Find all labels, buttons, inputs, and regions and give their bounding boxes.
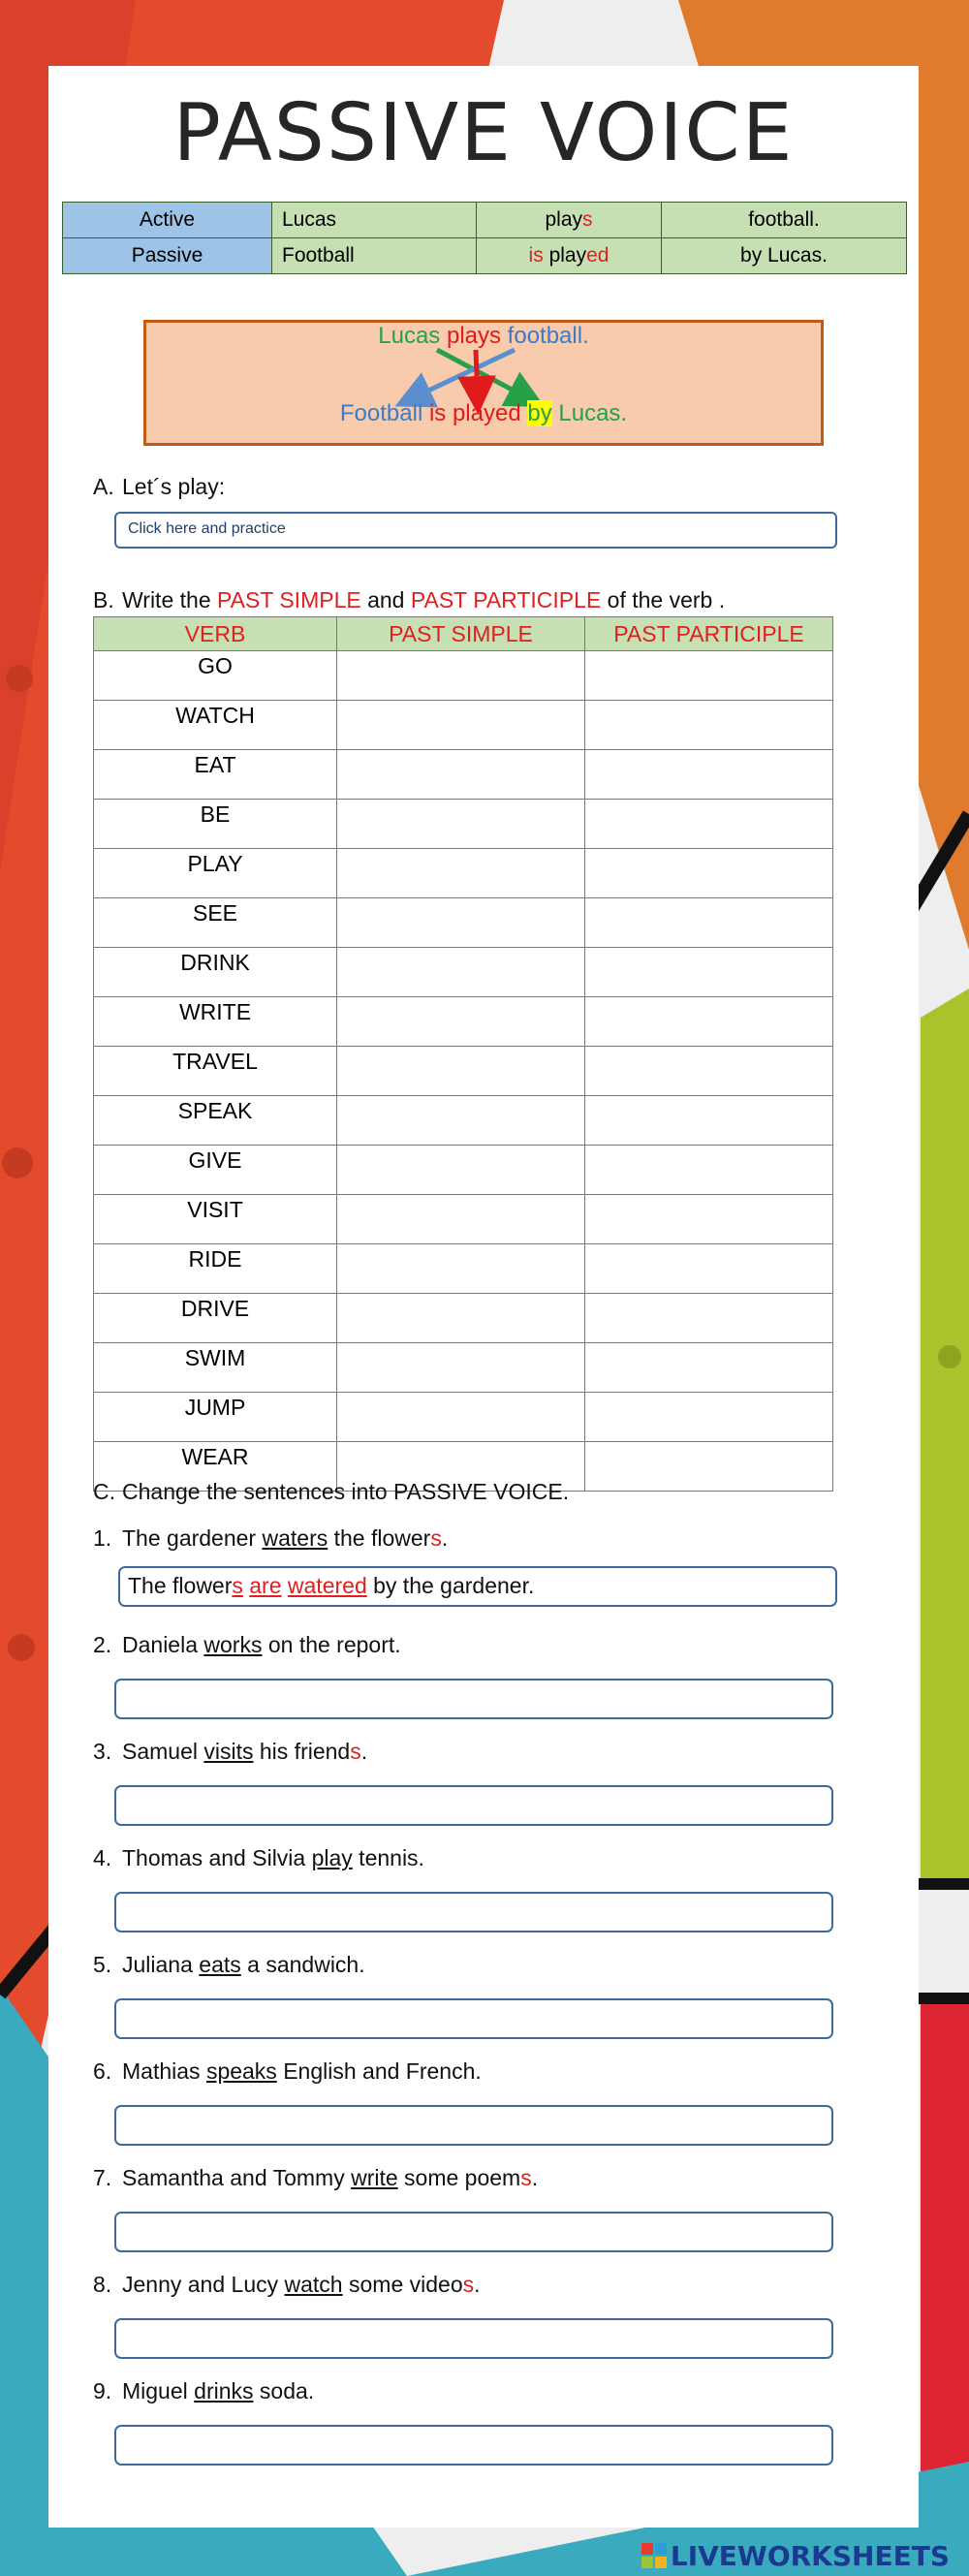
- diagram-word-football-2: Football: [339, 400, 423, 426]
- diagram-word-is-played: is played: [428, 400, 521, 426]
- voice-comparison-table: [62, 202, 907, 274]
- past-simple-input[interactable]: [337, 1244, 585, 1294]
- passive-verb-stem: play: [548, 244, 587, 267]
- sentence-red-suffix: s: [520, 2165, 532, 2190]
- past-simple-input[interactable]: [337, 1146, 585, 1195]
- sentence-post: English and French.: [276, 2058, 482, 2084]
- sentence-9: [93, 2378, 314, 2404]
- answer-input-2[interactable]: [114, 1679, 833, 1719]
- past-participle-input[interactable]: [585, 750, 833, 800]
- sentence-post: a sandwich.: [240, 1952, 365, 1977]
- verb-row: [94, 1244, 833, 1294]
- sentence-pre: Samuel: [122, 1739, 204, 1764]
- verb-cell: WEAR: [94, 1442, 337, 1492]
- sentence-pre: Mathias: [122, 2058, 206, 2084]
- sentence-5: [93, 1952, 365, 1978]
- verb-cell: TRAVEL: [94, 1047, 337, 1096]
- verb-row: [94, 997, 833, 1047]
- section-b-and: and: [367, 587, 405, 613]
- section-c-heading: [93, 1479, 569, 1505]
- sentence-pre: The gardener: [122, 1525, 263, 1551]
- verb-cell: PLAY: [94, 849, 337, 898]
- verb-cell: JUMP: [94, 1393, 337, 1442]
- active-verb-suffix: s: [582, 208, 593, 231]
- header-past-participle: PAST PARTICIPLE: [585, 617, 833, 651]
- past-participle-input[interactable]: [585, 1195, 833, 1244]
- sentence-verb: eats: [199, 1952, 241, 1977]
- past-participle-input[interactable]: [585, 1244, 833, 1294]
- past-simple-input[interactable]: [337, 1096, 585, 1146]
- answer-input-6[interactable]: [114, 2105, 833, 2146]
- sentence-end: .: [531, 2165, 539, 2190]
- answer-input-8[interactable]: [114, 2318, 833, 2359]
- verb-row: [94, 1146, 833, 1195]
- past-participle-input[interactable]: [585, 898, 833, 948]
- sentence-verb: watch: [284, 2272, 343, 2297]
- active-row: [63, 203, 907, 238]
- verb-cell: BE: [94, 800, 337, 849]
- example-answer-box[interactable]: [118, 1566, 837, 1607]
- verb-row: [94, 898, 833, 948]
- sentence-red-suffix: s: [430, 1525, 442, 1551]
- sentence-number: 9.: [93, 2378, 112, 2403]
- sentence-end: .: [441, 1525, 449, 1551]
- logo-text: LIVEWORKSHEETS: [670, 2540, 950, 2572]
- past-simple-input[interactable]: [337, 750, 585, 800]
- sentence-post: some video: [342, 2272, 463, 2297]
- active-label: Active: [63, 203, 272, 238]
- section-a-heading: [93, 474, 225, 500]
- active-subject: Lucas: [272, 203, 477, 238]
- example-s: s: [232, 1573, 243, 1598]
- past-participle-input[interactable]: [585, 997, 833, 1047]
- section-b-past-simple: PAST SIMPLE: [217, 587, 361, 613]
- sentence-verb: speaks: [205, 2058, 277, 2084]
- past-participle-input[interactable]: [585, 701, 833, 750]
- sentence-post: some poem: [397, 2165, 521, 2190]
- sentence-verb: play: [311, 1845, 353, 1870]
- sentence-number: 5.: [93, 1952, 112, 1977]
- diagram-word-lucas-2: Lucas.: [558, 400, 628, 426]
- logo-icon: [641, 2543, 667, 2568]
- sentence-number: 3.: [93, 1739, 112, 1764]
- passive-label: Passive: [63, 238, 272, 274]
- sentence-7: [93, 2165, 538, 2191]
- sentence-1: [93, 1525, 448, 1552]
- sentence-post: soda.: [253, 2378, 315, 2403]
- passive-verb: [477, 238, 662, 274]
- sentence-post: his friend: [253, 1739, 351, 1764]
- section-b-text-post: of the verb .: [607, 587, 726, 613]
- past-participle-input[interactable]: [585, 800, 833, 849]
- past-participle-input[interactable]: [585, 651, 833, 701]
- example-p1: The flower: [128, 1573, 233, 1598]
- verb-cell: WRITE: [94, 997, 337, 1047]
- verb-cell: SEE: [94, 898, 337, 948]
- sentence-red-suffix: s: [462, 2272, 475, 2297]
- passive-verb-suffix: ed: [586, 244, 610, 267]
- header-past-simple: PAST SIMPLE: [337, 617, 585, 651]
- past-simple-input[interactable]: [337, 898, 585, 948]
- verb-row: [94, 1047, 833, 1096]
- verb-row: [94, 651, 833, 701]
- sentence-2: [93, 1632, 401, 1658]
- past-simple-input[interactable]: [337, 1294, 585, 1343]
- verb-row: [94, 1096, 833, 1146]
- verb-cell: VISIT: [94, 1195, 337, 1244]
- answer-input-4[interactable]: [114, 1892, 833, 1932]
- transformation-diagram: [143, 320, 824, 446]
- example-are: are: [249, 1573, 282, 1598]
- sentence-pre: Samantha and Tommy: [122, 2165, 352, 2190]
- verb-cell: RIDE: [94, 1244, 337, 1294]
- example-p2: by the gardener.: [366, 1573, 535, 1598]
- verb-cell: SPEAK: [94, 1096, 337, 1146]
- sentence-verb: visits: [203, 1739, 254, 1764]
- passive-agent: by Lucas.: [662, 238, 907, 274]
- section-b-heading: [93, 587, 725, 613]
- diagram-active-sentence: [146, 323, 821, 350]
- passive-aux: is: [528, 244, 544, 267]
- verb-row: [94, 1195, 833, 1244]
- section-b-letter: B.: [93, 587, 114, 613]
- sentence-end: .: [360, 1739, 368, 1764]
- past-participle-input[interactable]: [585, 849, 833, 898]
- sentence-8: [93, 2272, 481, 2298]
- verb-table: [93, 616, 833, 1492]
- sentence-pre: Jenny and Lucy: [122, 2272, 285, 2297]
- arrow-object-to-subject: [408, 350, 515, 400]
- passive-subject: Football: [272, 238, 477, 274]
- sentence-number: 4.: [93, 1845, 112, 1870]
- sentence-post: tennis.: [352, 1845, 424, 1870]
- verb-cell: SWIM: [94, 1343, 337, 1393]
- past-simple-input[interactable]: [337, 651, 585, 701]
- sentence-number: 6.: [93, 2058, 112, 2084]
- verb-cell: GIVE: [94, 1146, 337, 1195]
- sentence-pre: Daniela: [122, 1632, 204, 1657]
- section-c-letter: C.: [93, 1479, 115, 1504]
- verb-row: [94, 849, 833, 898]
- section-b-text-pre: Write the: [122, 587, 211, 613]
- past-simple-input[interactable]: [337, 701, 585, 750]
- sentence-verb: works: [203, 1632, 263, 1657]
- liveworksheets-logo: [641, 2540, 950, 2572]
- diagram-word-plays: plays: [446, 323, 501, 349]
- sentence-end: .: [474, 2272, 481, 2297]
- verb-row: [94, 1393, 833, 1442]
- answer-input-7[interactable]: [114, 2212, 833, 2252]
- answer-input-3[interactable]: [114, 1785, 833, 1826]
- sentence-number: 2.: [93, 1632, 112, 1657]
- past-simple-input[interactable]: [337, 948, 585, 997]
- sentence-4: [93, 1845, 424, 1871]
- verb-row: [94, 701, 833, 750]
- page-title: PASSIVE VOICE: [172, 87, 795, 179]
- answer-input-9[interactable]: [114, 2425, 833, 2466]
- past-participle-input[interactable]: [585, 1393, 833, 1442]
- past-participle-input[interactable]: [585, 1294, 833, 1343]
- past-simple-input[interactable]: [337, 997, 585, 1047]
- past-participle-input[interactable]: [585, 1047, 833, 1096]
- sentence-3: [93, 1739, 367, 1765]
- verb-cell: EAT: [94, 750, 337, 800]
- worksheet-page: [48, 66, 919, 2528]
- sentence-red-suffix: s: [350, 1739, 361, 1764]
- past-simple-input[interactable]: [337, 849, 585, 898]
- past-participle-input[interactable]: [585, 1343, 833, 1393]
- arrow-verb: [476, 350, 478, 400]
- sentence-pre: Miguel: [122, 2378, 195, 2403]
- sentence-post: on the report.: [262, 1632, 401, 1657]
- arrow-subject-to-agent: [437, 350, 532, 400]
- verb-row: [94, 1294, 833, 1343]
- sentence-number: 1.: [93, 1525, 112, 1551]
- past-simple-input[interactable]: [337, 1047, 585, 1096]
- active-verb-stem: play: [545, 208, 583, 231]
- verb-cell: WATCH: [94, 701, 337, 750]
- sentence-number: 7.: [93, 2165, 112, 2190]
- verb-row: [94, 750, 833, 800]
- verb-row: [94, 1343, 833, 1393]
- past-participle-input[interactable]: [585, 1096, 833, 1146]
- sentence-verb: write: [351, 2165, 398, 2190]
- sentence-number: 8.: [93, 2272, 112, 2297]
- sentence-verb: drinks: [194, 2378, 254, 2403]
- diagram-word-lucas: Lucas: [378, 323, 441, 349]
- header-verb: VERB: [94, 617, 337, 651]
- past-simple-input[interactable]: [337, 1195, 585, 1244]
- section-b-past-participle: PAST PARTICIPLE: [410, 587, 602, 613]
- example-watered: watered: [287, 1573, 367, 1598]
- verb-cell: GO: [94, 651, 337, 701]
- section-a-letter: A.: [93, 474, 114, 499]
- practice-link-button[interactable]: Click here and practice: [114, 512, 837, 549]
- past-participle-input[interactable]: [585, 948, 833, 997]
- past-simple-input[interactable]: [337, 800, 585, 849]
- active-verb: [477, 203, 662, 238]
- sentence-post: the flower: [328, 1525, 431, 1551]
- past-participle-input[interactable]: [585, 1442, 833, 1492]
- past-simple-input[interactable]: [337, 1393, 585, 1442]
- answer-input-5[interactable]: [114, 1998, 833, 2039]
- past-participle-input[interactable]: [585, 1146, 833, 1195]
- section-a-text: Let´s play:: [122, 474, 226, 499]
- section-c-text: Change the sentences into PASSIVE VOICE.: [122, 1479, 570, 1504]
- sentence-6: [93, 2058, 482, 2085]
- sentence-pre: Thomas and Silvia: [122, 1845, 312, 1870]
- diagram-word-football: football.: [507, 323, 589, 349]
- sentence-verb: waters: [262, 1525, 328, 1551]
- verb-row: [94, 948, 833, 997]
- verb-row: [94, 800, 833, 849]
- diagram-passive-sentence: [146, 400, 821, 427]
- verb-cell: DRIVE: [94, 1294, 337, 1343]
- verb-cell: DRINK: [94, 948, 337, 997]
- sentence-pre: Juliana: [122, 1952, 200, 1977]
- active-object: football.: [662, 203, 907, 238]
- passive-row: [63, 238, 907, 274]
- diagram-word-by: by: [527, 400, 552, 426]
- past-simple-input[interactable]: [337, 1343, 585, 1393]
